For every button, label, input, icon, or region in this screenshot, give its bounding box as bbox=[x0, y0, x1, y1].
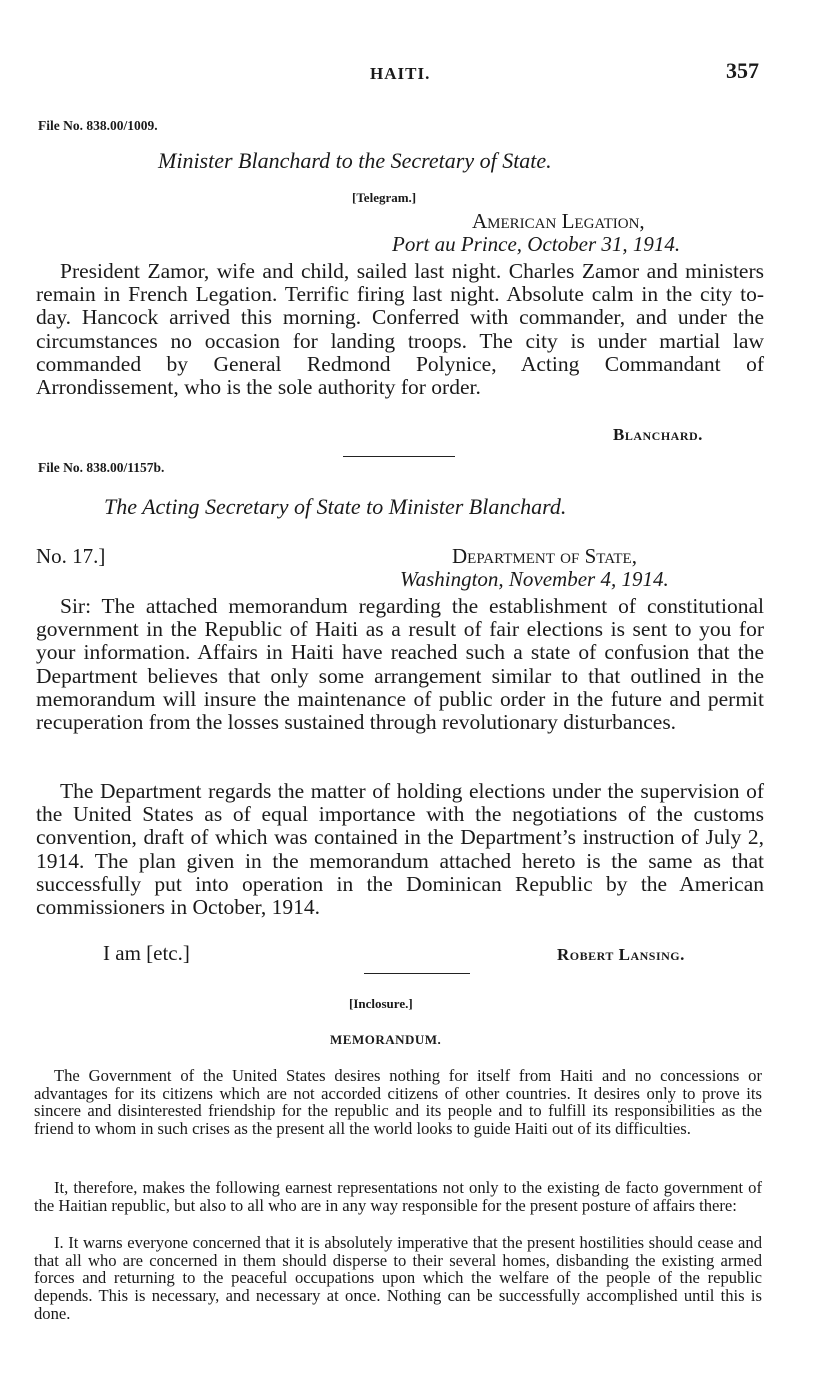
letter-heading: Minister Blanchard to the Secretary of State. bbox=[158, 148, 552, 173]
memorandum-title: MEMORANDUM. bbox=[330, 1032, 442, 1047]
sender-location: American Legation, bbox=[472, 209, 645, 233]
running-head-title: HAITI. bbox=[370, 64, 431, 83]
section-divider bbox=[343, 456, 455, 457]
memorandum-paragraph: It, therefore, makes the following earnest representations not only to the existing de facto government of the Haitian republic, but also to all who are in any way responsible for the present posture of affairs there: bbox=[34, 1178, 762, 1215]
enclosure-label: [Inclosure.] bbox=[349, 996, 413, 1011]
closing: I am [etc.] bbox=[103, 941, 190, 965]
instruction-number: No. 17.] bbox=[36, 544, 106, 568]
letter-paragraph: The Department regards the matter of holding elections under the supervision of the United States as of equal importance with the negotiations of the customs convention, draft of which was contained in the Department’s instruction of July 2, 1914. The plan given in the memorandum attached hereto is the same as that successfully put into operation in the Dominican Republic by the American commissioners in October, 1914. bbox=[36, 779, 764, 920]
letter-paragraph: Sir: The attached memorandum regarding the establishment of constitutional government in the Republic of Haiti as a result of fair elections is sent to you for your information. Affairs in Haiti have reached such a state of confusion that the Department believes that only some arrangement similar to that outlined in the memorandum will insure the maintenance of public order in the future and permit recuperation from the losses sustained through revolutionary disturbances. bbox=[36, 594, 764, 735]
file-number: File No. 838.00/1009. bbox=[38, 118, 158, 133]
memorandum-paragraph: I. It warns everyone concerned that it is absolutely imperative that the present hostilities should cease and that all who are concerned in them should disperse to their several homes, disbanding the existing armed forces and returning to the peaceful occupations upon which the welfare of the people of the republic depends. This is necessary, and necessary at once. Nothing can be successfully accomplished until this is done. bbox=[34, 1233, 762, 1323]
file-number: File No. 838.00/1157b. bbox=[38, 460, 165, 475]
document-type: [Telegram.] bbox=[352, 190, 417, 205]
telegram-body: President Zamor, wife and child, sailed last night. Charles Zamor and ministers remain in French Legation. Terrific firing last night. Absolute calm in the city to-day. Hancock arrived this morning. Conferred with commander, and under the circumstances no occasion for landing troops. The city is under martial law commanded by General Redmond Polynice, Acting Commandant of Arrondissement, who is the sole authority for order. bbox=[36, 259, 764, 400]
memorandum-paragraph: The Government of the United States desires nothing for itself from Haiti and no concessions or advantages for its citizens which are not accorded citizens of other countries. It desires only to prove its sincere and disinterested friendship for the republic and its people and to fulfill its responsibilities as the friend to whom in such crises as the present all the world looks to guide Haiti out of its difficulties. bbox=[34, 1066, 762, 1139]
page-number: 357 bbox=[726, 58, 759, 83]
section-divider bbox=[364, 973, 470, 974]
signature: Robert Lansing. bbox=[557, 945, 685, 964]
date-line: Port au Prince, October 31, 1914. bbox=[392, 232, 681, 256]
sender-location: Department of State, bbox=[452, 544, 637, 568]
letter-heading: The Acting Secretary of State to Minister Blanchard. bbox=[104, 494, 567, 519]
signature: Blanchard. bbox=[613, 425, 703, 444]
date-line: Washington, November 4, 1914. bbox=[400, 567, 669, 591]
